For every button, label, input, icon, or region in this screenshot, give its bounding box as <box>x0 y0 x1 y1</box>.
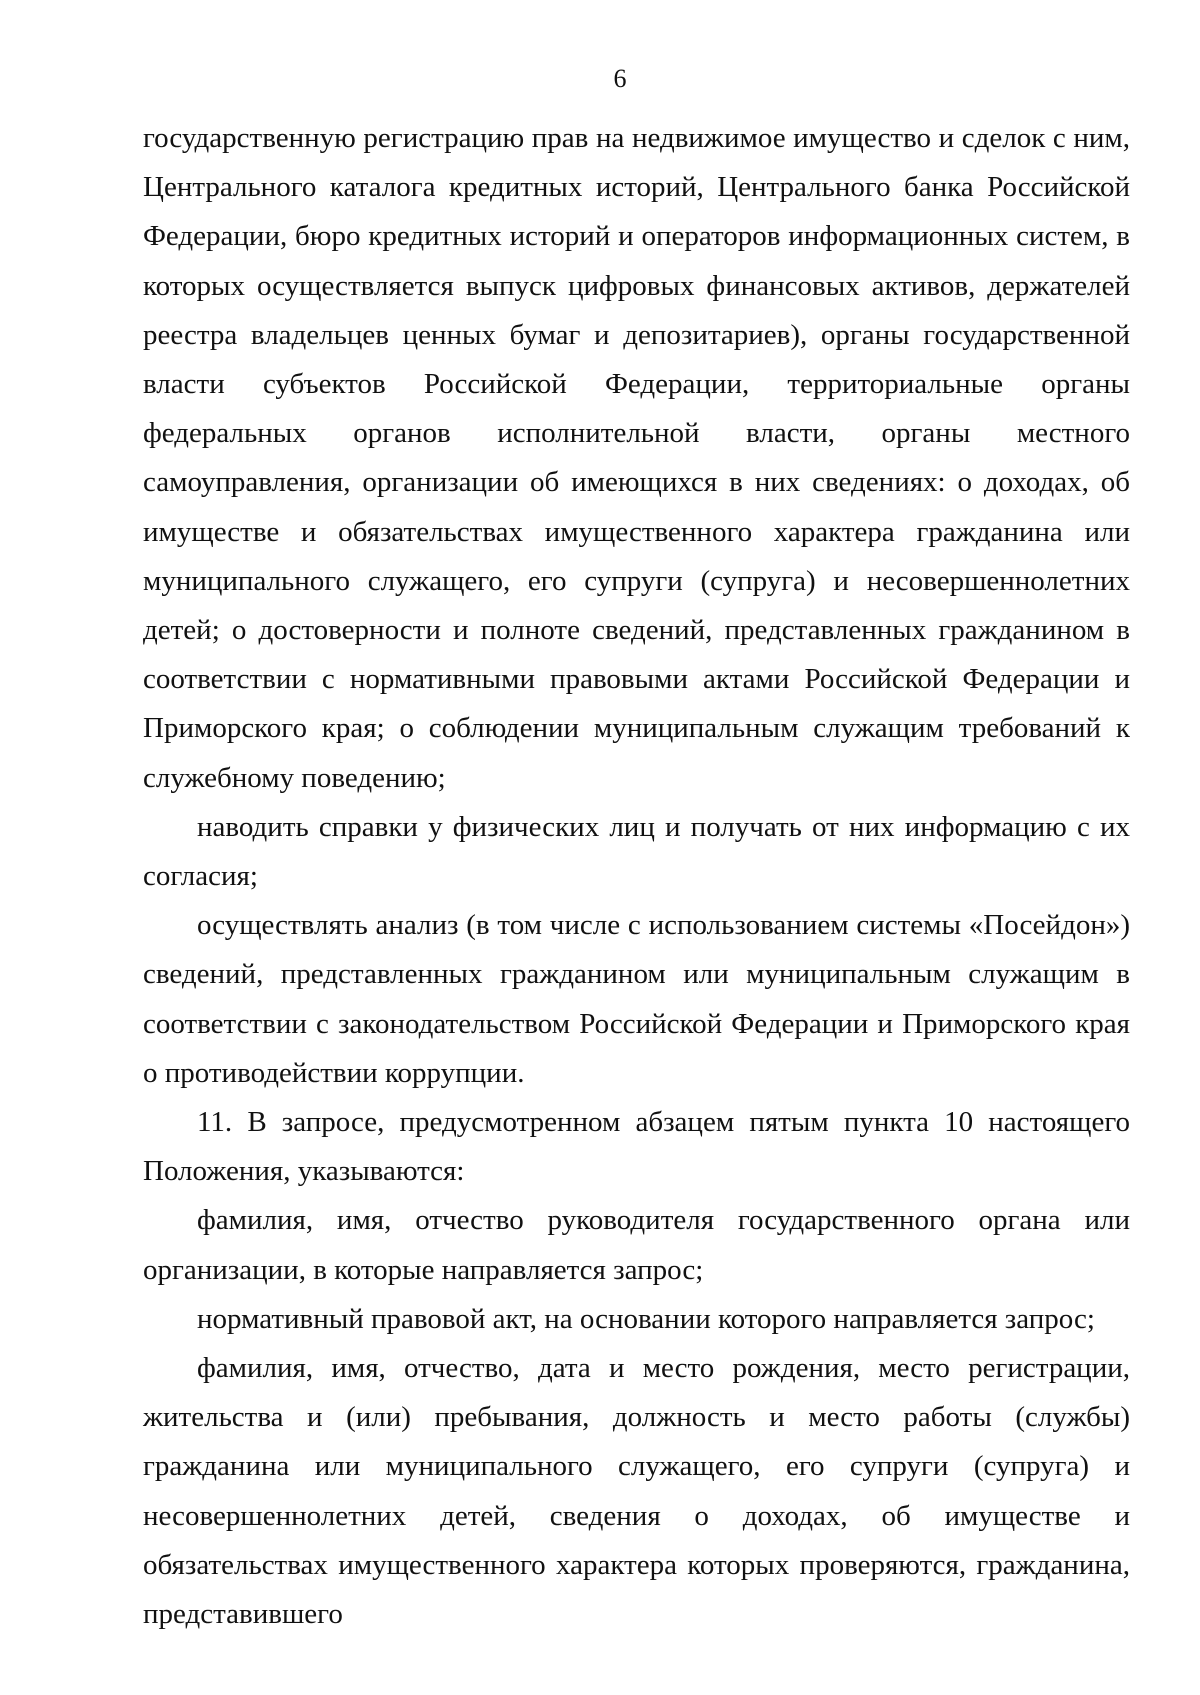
paragraph-inquiries: наводить справки у физических лиц и получать от них информацию с их согласия; <box>143 810 1130 893</box>
paragraph-analysis: осуществлять анализ (в том числе с использованием системы «Посейдон») сведений, представленных гражданином или муниципальным служащим в соответствии с законодательством Российской Федерации и Приморского края о противодействии коррупции. <box>143 909 1130 1089</box>
paragraph-legal-act: нормативный правовой акт, на основании которого направляется запрос; <box>197 1302 1095 1335</box>
page-number: 6 <box>613 64 627 93</box>
document-body <box>143 114 1130 1639</box>
paragraph-head-name: фамилия, имя, отчество руководителя государственного органа или организации, в которые направляется запрос; <box>143 1204 1130 1286</box>
paragraph-item-11: 11. В запросе, предусмотренном абзацем пятым пункта 10 настоящего Положения, указываются: <box>143 1106 1130 1188</box>
paragraph-personal-details: фамилия, имя, отчество, дата и место рождения, место регистрации, жительства и (или) пребывания, должность и место работы (службы) гражданина или муниципального служащего, его супруги (супруга) и несовершеннолетних детей, сведения о доходах, об имуществе и обязательствах имущественного характера которых проверяются, гражданина, представившего <box>143 1352 1130 1631</box>
paragraph-continuation: государственную регистрацию прав на недвижимое имущество и сделок с ним, Центрального каталога кредитных историй, Центрального банка Российской Федерации, бюро кредитных историй и операторов информационных систем, в которых осуществляется выпуск цифровых финансовых активов, держателей реестра владельцев ценных бумаг и депозитариев), органы государственной власти субъектов Российской Федерации, территориальные органы федеральных органов исполнительной власти, органы местного самоуправления, организации об имеющихся в них сведениях: о доходах, об имуществе и обязательствах имущественного характера гражданина или муниципального служащего, его супруги (супруга) и несовершеннолетних детей; о достоверности и полноте сведений, представленных гражданином в соответствии с нормативными правовыми актами Российской Федерации и Приморского края; о соблюдении муниципальным служащим требований к служебному поведению; <box>143 122 1130 794</box>
